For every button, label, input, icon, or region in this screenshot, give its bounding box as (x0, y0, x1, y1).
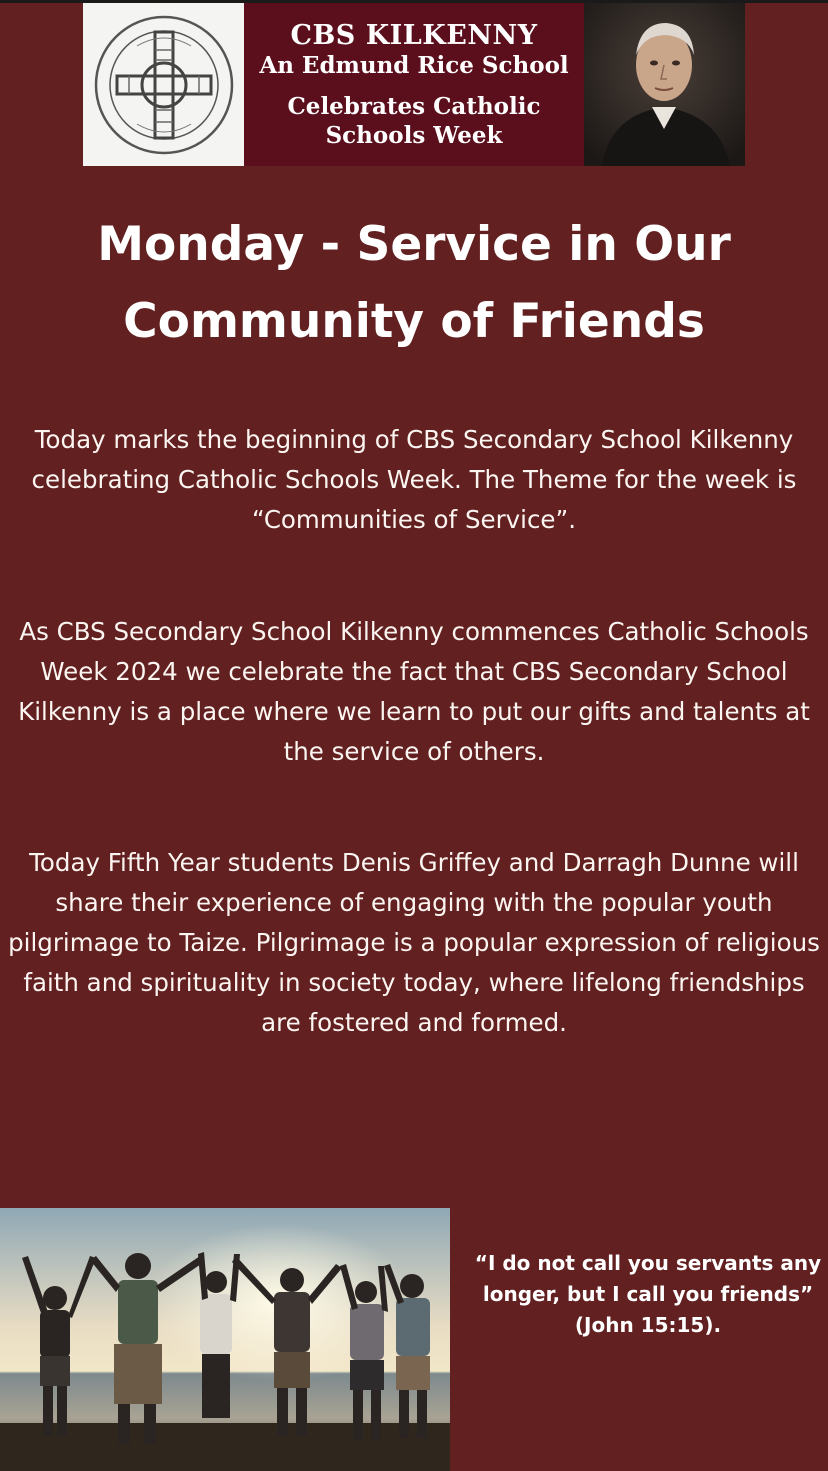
friends-holding-hands-image (0, 1208, 450, 1471)
school-crest (83, 3, 244, 166)
heading-line-1: Monday - Service in Our (97, 217, 731, 272)
heading-line-2: Community of Friends (123, 294, 705, 349)
friends-beach-photo (0, 1208, 450, 1471)
bible-quote (468, 1248, 828, 1341)
banner-title-block (244, 3, 584, 166)
school-subtitle: An Edmund Rice School (259, 52, 569, 80)
paragraph-celebration: As CBS Secondary School Kilkenny commences Catholic Schools Week 2024 we celebrate the fact that CBS Secondary School Kilkenny is a place where we learn to put our gifts and talents at the service of others. (18, 617, 810, 766)
event-title: Celebrates Catholic Schools Week (287, 93, 541, 149)
quote-text: “I do not call you servants any longer, but I call you friends” (474, 1251, 822, 1306)
portrait-icon (584, 3, 745, 166)
header-banner (83, 3, 745, 166)
paragraph-intro: Today marks the beginning of CBS Secondary School Kilkenny celebrating Catholic Schools Week. The Theme for the week is “Communities of Service”. (31, 425, 797, 534)
quote-reference: (John 15:15). (574, 1313, 722, 1337)
paragraph-pilgrimage: Today Fifth Year students Denis Griffey and Darragh Dunne will share their experience of engaging with the popular youth pilgrimage to Taize. Pilgrimage is a popular expression of religious faith and spirituality in society today, where lifelong friendships are fostered and formed. (8, 848, 820, 1037)
celtic-cross-crest-icon (89, 10, 239, 160)
school-name: CBS KILKENNY (290, 19, 538, 51)
page-heading (40, 206, 788, 360)
edmund-rice-portrait (584, 3, 745, 166)
